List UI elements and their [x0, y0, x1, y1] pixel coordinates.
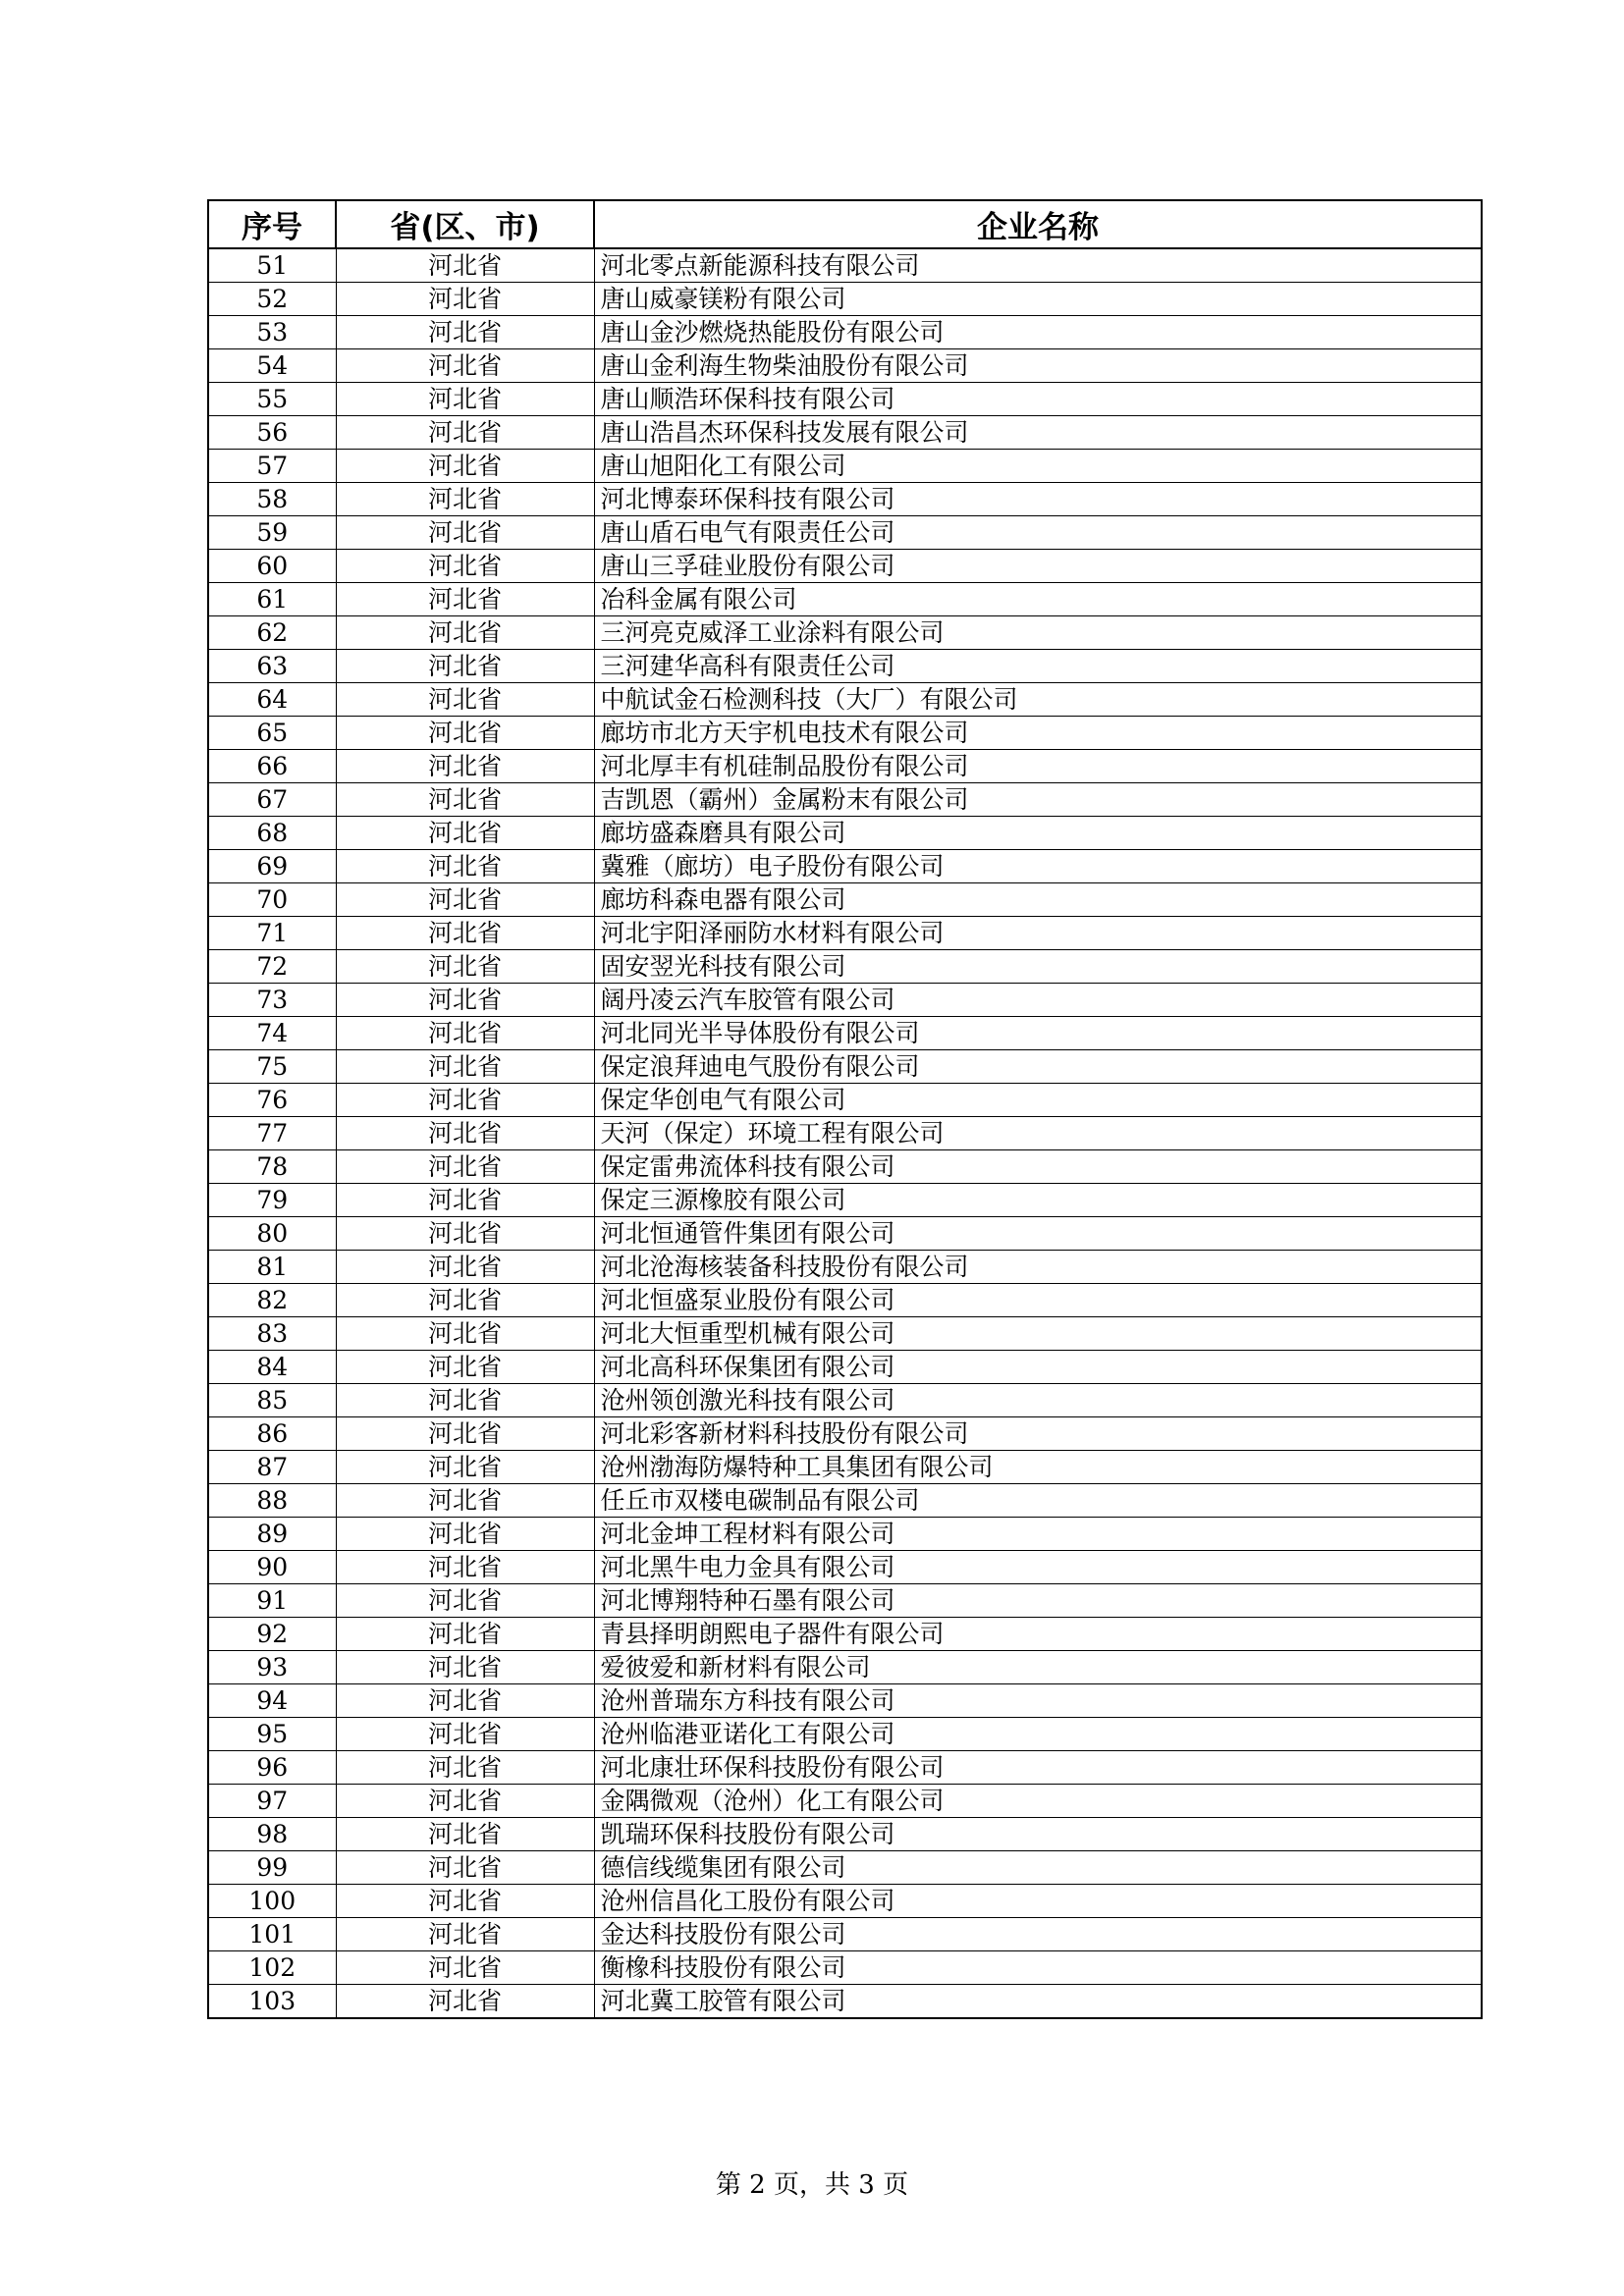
province-cell: 河北省: [336, 683, 594, 717]
serial-number-cell: 75: [208, 1050, 336, 1084]
enterprise-name-cell: 吉凯恩（霸州）金属粉末有限公司: [594, 783, 1482, 817]
province-cell: 河北省: [336, 1751, 594, 1785]
province-cell: 河北省: [336, 1050, 594, 1084]
table-row: [208, 650, 1482, 683]
serial-number-cell: 67: [208, 783, 336, 817]
enterprise-name-cell: 保定浪拜迪电气股份有限公司: [594, 1050, 1482, 1084]
table-row: [208, 984, 1482, 1017]
table-row: [208, 1551, 1482, 1584]
table-row: [208, 717, 1482, 750]
enterprise-name-cell: 唐山盾石电气有限责任公司: [594, 516, 1482, 550]
serial-number-cell: 72: [208, 950, 336, 984]
serial-number-cell: 57: [208, 450, 336, 483]
province-cell: 河北省: [336, 1251, 594, 1284]
table-row: [208, 1184, 1482, 1217]
serial-number-cell: 70: [208, 883, 336, 917]
enterprise-name-cell: 爱彼爱和新材料有限公司: [594, 1651, 1482, 1684]
table-row: [208, 1818, 1482, 1851]
serial-number-cell: 78: [208, 1150, 336, 1184]
province-cell: 河北省: [336, 483, 594, 516]
table-row: [208, 1117, 1482, 1150]
table-row: [208, 917, 1482, 950]
province-cell: 河北省: [336, 1951, 594, 1985]
province-cell: 河北省: [336, 349, 594, 383]
province-cell: 河北省: [336, 1317, 594, 1351]
serial-number-cell: 96: [208, 1751, 336, 1785]
serial-number-cell: 92: [208, 1618, 336, 1651]
province-cell: 河北省: [336, 616, 594, 650]
table-row: [208, 416, 1482, 450]
province-cell: 河北省: [336, 1184, 594, 1217]
enterprise-name-cell: 河北大恒重型机械有限公司: [594, 1317, 1482, 1351]
enterprise-name-cell: 沧州普瑞东方科技有限公司: [594, 1684, 1482, 1718]
serial-number-cell: 73: [208, 984, 336, 1017]
enterprise-name-cell: 冀雅（廊坊）电子股份有限公司: [594, 850, 1482, 883]
enterprise-name-cell: 廊坊盛森磨具有限公司: [594, 817, 1482, 850]
enterprise-name-cell: 廊坊市北方天宇机电技术有限公司: [594, 717, 1482, 750]
table-row: [208, 1217, 1482, 1251]
province-cell: 河北省: [336, 1451, 594, 1484]
serial-number-cell: 74: [208, 1017, 336, 1050]
serial-number-cell: 60: [208, 550, 336, 583]
serial-number-cell: 91: [208, 1584, 336, 1618]
table-row: [208, 1417, 1482, 1451]
enterprise-name-cell: 阔丹凌云汽车胶管有限公司: [594, 984, 1482, 1017]
enterprise-name-cell: 中航试金石检测科技（大厂）有限公司: [594, 683, 1482, 717]
enterprise-name-cell: 任丘市双楼电碳制品有限公司: [594, 1484, 1482, 1518]
enterprise-table: [207, 199, 1483, 2019]
serial-number-cell: 100: [208, 1885, 336, 1918]
serial-number-cell: 51: [208, 248, 336, 283]
province-cell: 河北省: [336, 850, 594, 883]
table-row: [208, 1451, 1482, 1484]
table-row: [208, 817, 1482, 850]
enterprise-name-cell: 河北高科环保集团有限公司: [594, 1351, 1482, 1384]
table-row: [208, 1584, 1482, 1618]
table-row: [208, 1317, 1482, 1351]
table-row: [208, 516, 1482, 550]
serial-number-cell: 88: [208, 1484, 336, 1518]
serial-number-cell: 87: [208, 1451, 336, 1484]
enterprise-name-cell: 沧州临港亚诺化工有限公司: [594, 1718, 1482, 1751]
table-row: [208, 883, 1482, 917]
table-row: [208, 1351, 1482, 1384]
enterprise-name-cell: 保定华创电气有限公司: [594, 1084, 1482, 1117]
table-row: [208, 1050, 1482, 1084]
province-cell: 河北省: [336, 1551, 594, 1584]
province-cell: 河北省: [336, 1484, 594, 1518]
table-row: [208, 850, 1482, 883]
province-cell: 河北省: [336, 1684, 594, 1718]
header-row: [208, 200, 1482, 248]
serial-number-cell: 55: [208, 383, 336, 416]
enterprise-name-cell: 青县择明朗熙电子器件有限公司: [594, 1618, 1482, 1651]
table-row: [208, 1785, 1482, 1818]
table-row: [208, 1518, 1482, 1551]
province-cell: 河北省: [336, 316, 594, 349]
enterprise-name-cell: 河北厚丰有机硅制品股份有限公司: [594, 750, 1482, 783]
table-row: [208, 950, 1482, 984]
province-cell: 河北省: [336, 283, 594, 316]
province-cell: 河北省: [336, 1084, 594, 1117]
table-row: [208, 1851, 1482, 1885]
province-cell: 河北省: [336, 1785, 594, 1818]
serial-number-cell: 69: [208, 850, 336, 883]
province-cell: 河北省: [336, 1284, 594, 1317]
table-row: [208, 248, 1482, 283]
enterprise-name-cell: 唐山旭阳化工有限公司: [594, 450, 1482, 483]
serial-number-cell: 95: [208, 1718, 336, 1751]
enterprise-name-cell: 三河建华高科有限责任公司: [594, 650, 1482, 683]
province-cell: 河北省: [336, 1985, 594, 2019]
enterprise-name-cell: 唐山三孚硅业股份有限公司: [594, 550, 1482, 583]
serial-number-cell: 97: [208, 1785, 336, 1818]
table-row: [208, 616, 1482, 650]
table-row: [208, 1084, 1482, 1117]
enterprise-name-cell: 河北黑牛电力金具有限公司: [594, 1551, 1482, 1584]
enterprise-name-cell: 三河亮克威泽工业涂料有限公司: [594, 616, 1482, 650]
table-row: [208, 750, 1482, 783]
table-row: [208, 1384, 1482, 1417]
table-row: [208, 1017, 1482, 1050]
province-cell: 河北省: [336, 984, 594, 1017]
province-cell: 河北省: [336, 1818, 594, 1851]
province-cell: 河北省: [336, 750, 594, 783]
province-cell: 河北省: [336, 1651, 594, 1684]
enterprise-name-cell: 金达科技股份有限公司: [594, 1918, 1482, 1951]
table-row: [208, 1684, 1482, 1718]
table-row: [208, 1885, 1482, 1918]
serial-number-cell: 80: [208, 1217, 336, 1251]
enterprise-name-cell: 河北金坤工程材料有限公司: [594, 1518, 1482, 1551]
province-cell: 河北省: [336, 917, 594, 950]
enterprise-name-cell: 河北博翔特种石墨有限公司: [594, 1584, 1482, 1618]
table-row: [208, 1284, 1482, 1317]
serial-number-cell: 58: [208, 483, 336, 516]
enterprise-name-cell: 河北沧海核装备科技股份有限公司: [594, 1251, 1482, 1284]
enterprise-name-cell: 凯瑞环保科技股份有限公司: [594, 1818, 1482, 1851]
table-row: [208, 1251, 1482, 1284]
province-cell: 河北省: [336, 650, 594, 683]
province-cell: 河北省: [336, 248, 594, 283]
table-row: [208, 1918, 1482, 1951]
enterprise-name-cell: 德信线缆集团有限公司: [594, 1851, 1482, 1885]
enterprise-name-cell: 唐山金利海生物柴油股份有限公司: [594, 349, 1482, 383]
enterprise-name-cell: 河北零点新能源科技有限公司: [594, 248, 1482, 283]
table-row: [208, 1150, 1482, 1184]
table-row: [208, 349, 1482, 383]
province-cell: 河北省: [336, 1384, 594, 1417]
serial-number-cell: 90: [208, 1551, 336, 1584]
serial-number-cell: 77: [208, 1117, 336, 1150]
table-row: [208, 1985, 1482, 2019]
province-cell: 河北省: [336, 550, 594, 583]
serial-number-cell: 103: [208, 1985, 336, 2019]
table-row: [208, 283, 1482, 316]
header-serial-number: 序号: [208, 200, 336, 248]
province-cell: 河北省: [336, 1584, 594, 1618]
table-row: [208, 783, 1482, 817]
province-cell: 河北省: [336, 1417, 594, 1451]
serial-number-cell: 98: [208, 1818, 336, 1851]
province-cell: 河北省: [336, 817, 594, 850]
table-row: [208, 1484, 1482, 1518]
enterprise-name-cell: 唐山金沙燃烧热能股份有限公司: [594, 316, 1482, 349]
enterprise-name-cell: 冶科金属有限公司: [594, 583, 1482, 616]
serial-number-cell: 79: [208, 1184, 336, 1217]
province-cell: 河北省: [336, 1217, 594, 1251]
serial-number-cell: 61: [208, 583, 336, 616]
province-cell: 河北省: [336, 383, 594, 416]
province-cell: 河北省: [336, 1918, 594, 1951]
serial-number-cell: 84: [208, 1351, 336, 1384]
enterprise-name-cell: 固安翌光科技有限公司: [594, 950, 1482, 984]
header-enterprise-name: 企业名称: [594, 200, 1482, 248]
enterprise-name-cell: 河北彩客新材料科技股份有限公司: [594, 1417, 1482, 1451]
table-row: [208, 383, 1482, 416]
table-row: [208, 583, 1482, 616]
province-cell: 河北省: [336, 416, 594, 450]
serial-number-cell: 85: [208, 1384, 336, 1417]
province-cell: 河北省: [336, 450, 594, 483]
enterprise-name-cell: 沧州领创激光科技有限公司: [594, 1384, 1482, 1417]
enterprise-name-cell: 保定三源橡胶有限公司: [594, 1184, 1482, 1217]
province-cell: 河北省: [336, 516, 594, 550]
serial-number-cell: 81: [208, 1251, 336, 1284]
table-row: [208, 550, 1482, 583]
serial-number-cell: 76: [208, 1084, 336, 1117]
province-cell: 河北省: [336, 950, 594, 984]
province-cell: 河北省: [336, 883, 594, 917]
table-row: [208, 1651, 1482, 1684]
serial-number-cell: 59: [208, 516, 336, 550]
serial-number-cell: 65: [208, 717, 336, 750]
province-cell: 河北省: [336, 1017, 594, 1050]
table-row: [208, 316, 1482, 349]
serial-number-cell: 66: [208, 750, 336, 783]
serial-number-cell: 86: [208, 1417, 336, 1451]
enterprise-name-cell: 衡橡科技股份有限公司: [594, 1951, 1482, 1985]
serial-number-cell: 54: [208, 349, 336, 383]
enterprise-name-cell: 廊坊科森电器有限公司: [594, 883, 1482, 917]
province-cell: 河北省: [336, 783, 594, 817]
serial-number-cell: 62: [208, 616, 336, 650]
province-cell: 河北省: [336, 1618, 594, 1651]
table-body: [208, 248, 1482, 2018]
serial-number-cell: 71: [208, 917, 336, 950]
serial-number-cell: 63: [208, 650, 336, 683]
serial-number-cell: 102: [208, 1951, 336, 1985]
enterprise-name-cell: 唐山威豪镁粉有限公司: [594, 283, 1482, 316]
enterprise-name-cell: 河北宇阳泽丽防水材料有限公司: [594, 917, 1482, 950]
serial-number-cell: 94: [208, 1684, 336, 1718]
province-cell: 河北省: [336, 1117, 594, 1150]
serial-number-cell: 82: [208, 1284, 336, 1317]
province-cell: 河北省: [336, 583, 594, 616]
serial-number-cell: 52: [208, 283, 336, 316]
serial-number-cell: 83: [208, 1317, 336, 1351]
province-cell: 河北省: [336, 1150, 594, 1184]
serial-number-cell: 93: [208, 1651, 336, 1684]
enterprise-name-cell: 天河（保定）环境工程有限公司: [594, 1117, 1482, 1150]
serial-number-cell: 99: [208, 1851, 336, 1885]
serial-number-cell: 68: [208, 817, 336, 850]
enterprise-name-cell: 河北冀工胶管有限公司: [594, 1985, 1482, 2019]
header-province: 省(区、市): [336, 200, 594, 248]
table-header: [208, 200, 1482, 248]
serial-number-cell: 101: [208, 1918, 336, 1951]
table-row: [208, 1618, 1482, 1651]
enterprise-name-cell: 金隅微观（沧州）化工有限公司: [594, 1785, 1482, 1818]
table-row: [208, 450, 1482, 483]
enterprise-name-cell: 沧州信昌化工股份有限公司: [594, 1885, 1482, 1918]
enterprise-name-cell: 河北恒通管件集团有限公司: [594, 1217, 1482, 1251]
province-cell: 河北省: [336, 1885, 594, 1918]
table-row: [208, 483, 1482, 516]
enterprise-name-cell: 保定雷弗流体科技有限公司: [594, 1150, 1482, 1184]
province-cell: 河北省: [336, 1718, 594, 1751]
province-cell: 河北省: [336, 1518, 594, 1551]
province-cell: 河北省: [336, 1851, 594, 1885]
serial-number-cell: 64: [208, 683, 336, 717]
enterprise-name-cell: 河北康壮环保科技股份有限公司: [594, 1751, 1482, 1785]
serial-number-cell: 89: [208, 1518, 336, 1551]
serial-number-cell: 56: [208, 416, 336, 450]
table-row: [208, 1718, 1482, 1751]
province-cell: 河北省: [336, 717, 594, 750]
enterprise-name-cell: 唐山顺浩环保科技有限公司: [594, 383, 1482, 416]
enterprise-name-cell: 河北博泰环保科技有限公司: [594, 483, 1482, 516]
province-cell: 河北省: [336, 1351, 594, 1384]
enterprise-name-cell: 河北同光半导体股份有限公司: [594, 1017, 1482, 1050]
table-row: [208, 1951, 1482, 1985]
enterprise-name-cell: 河北恒盛泵业股份有限公司: [594, 1284, 1482, 1317]
enterprise-name-cell: 沧州渤海防爆特种工具集团有限公司: [594, 1451, 1482, 1484]
enterprise-name-cell: 唐山浩昌杰环保科技发展有限公司: [594, 416, 1482, 450]
serial-number-cell: 53: [208, 316, 336, 349]
table-row: [208, 683, 1482, 717]
table-row: [208, 1751, 1482, 1785]
page-footer: 第 2 页，共 3 页: [715, 2170, 909, 2200]
